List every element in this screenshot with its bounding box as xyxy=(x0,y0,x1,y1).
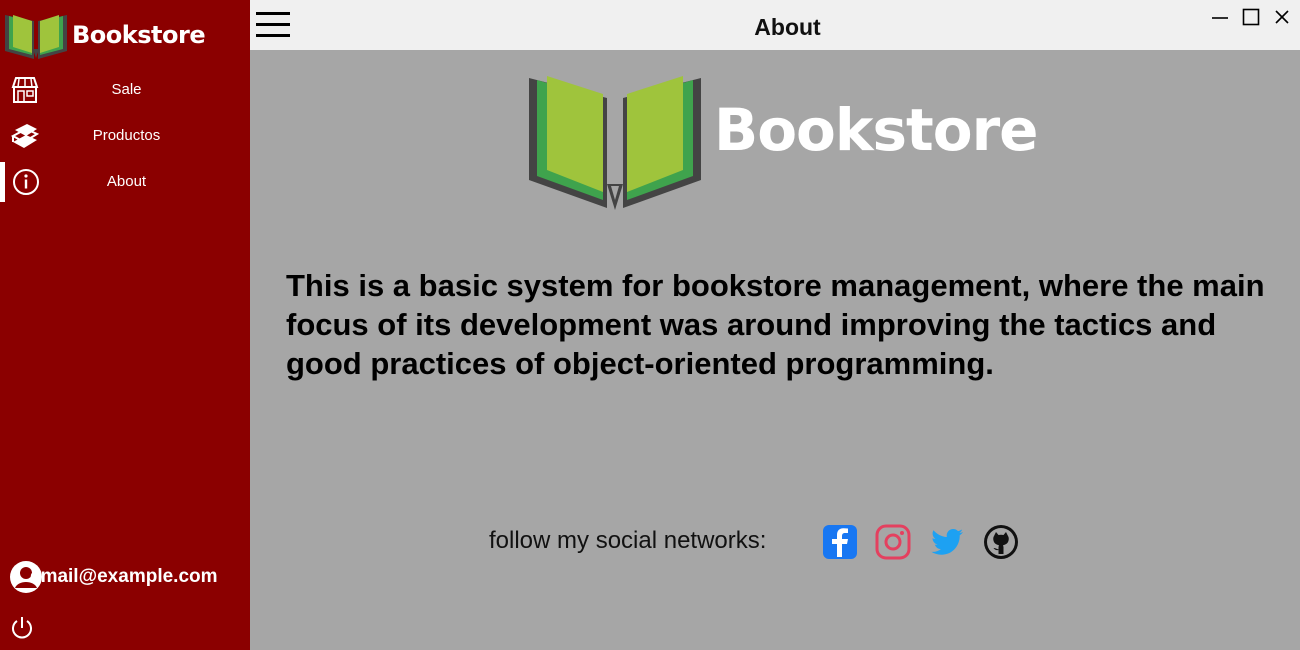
social-label: follow my social networks: xyxy=(489,527,767,554)
sidebar-item-about[interactable] xyxy=(0,162,250,202)
page-title: About xyxy=(754,14,821,40)
sidebar xyxy=(0,0,250,650)
sidebar-item-label: Productos xyxy=(92,127,161,144)
brand xyxy=(4,10,205,60)
book-logo-icon xyxy=(4,11,68,59)
maximize-icon[interactable] xyxy=(1240,6,1262,28)
about-description: This is a basic system for bookstore management, where the main focus of its development was around improving the tactics and good practices of object-oriented programming. xyxy=(286,268,1265,381)
instagram-icon[interactable] xyxy=(875,524,911,560)
sidebar-item-label: Sale xyxy=(111,81,142,98)
sidebar-item-productos[interactable] xyxy=(0,116,250,156)
brand-name: Bookstore xyxy=(72,21,206,49)
logo-text: Bookstore xyxy=(714,96,1038,164)
user-account[interactable] xyxy=(10,560,218,594)
user-email: email@example.com xyxy=(30,566,218,587)
close-icon[interactable] xyxy=(1271,6,1293,28)
title-bar xyxy=(250,0,1300,50)
sidebar-item-sale[interactable] xyxy=(0,70,250,110)
minimize-icon[interactable] xyxy=(1209,6,1231,28)
book-logo-icon xyxy=(527,72,703,214)
facebook-icon[interactable] xyxy=(822,524,858,560)
sidebar-item-label: About xyxy=(106,173,147,190)
github-icon[interactable] xyxy=(983,524,1019,560)
twitter-icon[interactable] xyxy=(929,524,965,560)
power-icon[interactable] xyxy=(9,615,35,641)
